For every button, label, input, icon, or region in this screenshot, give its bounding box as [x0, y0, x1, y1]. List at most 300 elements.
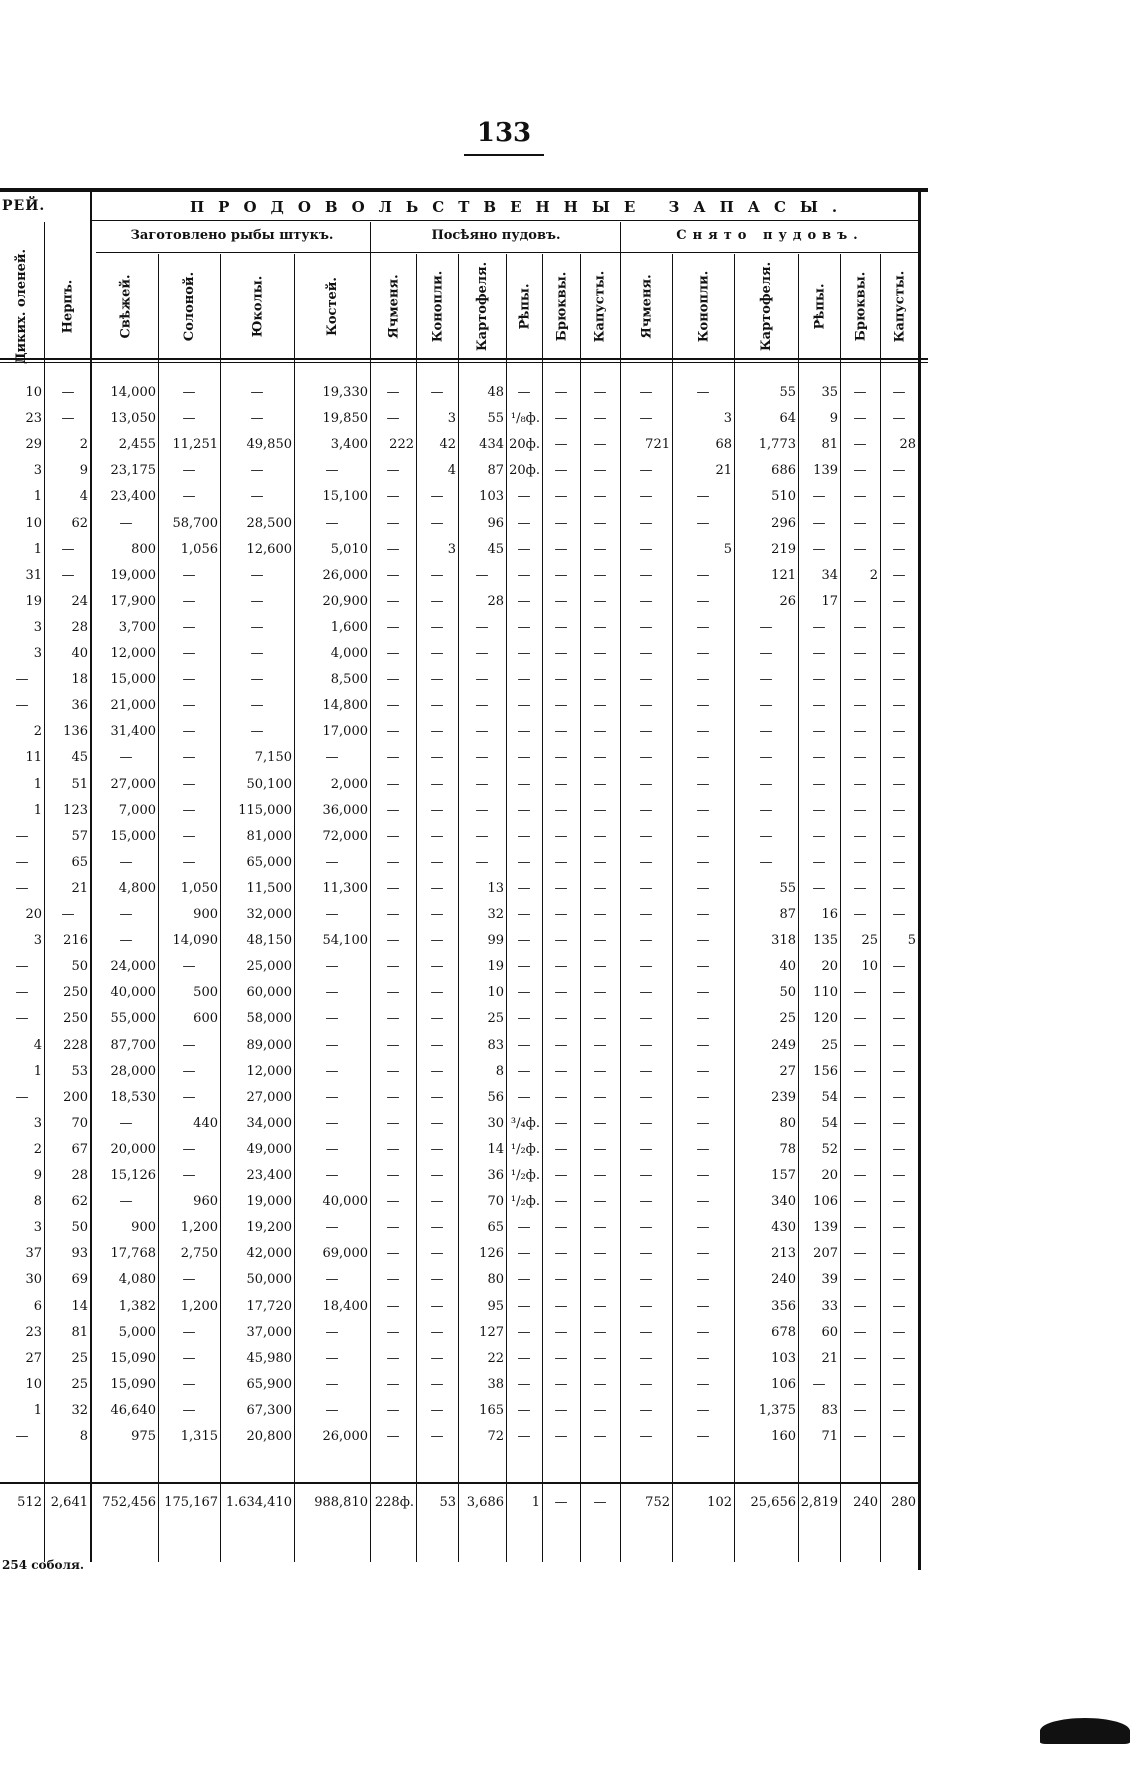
table-cell: — [892, 1298, 906, 1314]
table-cell: 127 [479, 1324, 504, 1340]
table-cell: 27,000 [246, 1089, 292, 1105]
table-cell: 54,100 [322, 933, 368, 949]
table-cell: 175,167 [164, 1495, 218, 1510]
table-cell: — [430, 854, 444, 870]
table-cell: 28 [71, 1168, 88, 1183]
table-cell: 3 [33, 463, 42, 479]
table-cell: — [639, 724, 653, 740]
col-header-kostei: Костей. [324, 276, 340, 336]
table-cell: — [593, 1376, 607, 1392]
table-cell: — [853, 1272, 867, 1288]
table-cell: — [182, 1168, 196, 1183]
table-cell: 23,175 [110, 463, 156, 479]
table-cell: 11,300 [322, 880, 368, 896]
table-cell: 106 [813, 1194, 838, 1210]
table-cell: 4 [33, 1037, 42, 1053]
table-cell: 110 [813, 985, 838, 1001]
table-cell: 62 [71, 1194, 88, 1210]
table-cell: — [386, 1246, 400, 1262]
table-cell: — [892, 724, 906, 740]
table-cell: — [696, 959, 710, 975]
table-cell: — [517, 907, 531, 922]
table-cell: 1,050 [180, 880, 218, 896]
table-cell: 207 [813, 1246, 838, 1262]
table-cell: 752,456 [102, 1495, 156, 1510]
table-cell: 72 [487, 1429, 504, 1444]
table-cell: — [386, 411, 400, 427]
table-cell: — [475, 646, 489, 661]
table-cell: — [554, 567, 568, 583]
subheader-rule [96, 252, 918, 253]
table-cell: — [639, 959, 653, 975]
table-cell: 900 [193, 907, 218, 922]
table-cell: 83 [821, 1402, 838, 1418]
table-cell: 58,700 [172, 515, 218, 531]
table-cell: — [15, 672, 29, 688]
table-cell: 50 [71, 1220, 88, 1236]
table-cell: 240 [771, 1272, 796, 1288]
table-cell: 14 [71, 1298, 88, 1314]
table-cell: 22 [487, 1350, 504, 1366]
table-cell: — [182, 698, 196, 714]
table-cell: — [325, 1220, 339, 1236]
header-bottom-rule-2 [0, 362, 928, 363]
table-cell: — [696, 1194, 710, 1210]
table-cell: — [430, 933, 444, 949]
table-cell: — [759, 750, 773, 766]
table-cell: 20 [821, 959, 838, 975]
table-cell: — [250, 593, 264, 609]
table-cell: — [639, 698, 653, 714]
table-cell: — [593, 437, 607, 453]
table-cell: — [892, 1115, 906, 1131]
table-cell: — [430, 828, 444, 844]
table-cell: — [892, 1089, 906, 1105]
table-cell: — [554, 907, 568, 922]
table-cell: — [853, 1376, 867, 1392]
table-cell: — [182, 1324, 196, 1340]
table-cell: — [430, 802, 444, 818]
table-cell: — [517, 1350, 531, 1366]
table-cell: — [430, 750, 444, 766]
group-heading-sown: Посѣяно пудовъ. [431, 228, 561, 243]
table-cell: — [593, 672, 607, 688]
table-cell: — [639, 567, 653, 583]
table-cell: — [639, 672, 653, 688]
table-cell: 28 [487, 593, 504, 609]
col-rule [458, 254, 459, 1562]
table-cell: — [554, 1141, 568, 1157]
table-cell: — [61, 385, 75, 400]
table-cell: — [593, 1089, 607, 1105]
table-cell: — [853, 463, 867, 479]
table-cell: — [696, 1220, 710, 1236]
table-cell: — [853, 619, 867, 635]
table-cell: — [517, 985, 531, 1001]
header-rule [90, 220, 918, 221]
table-cell: 10 [487, 985, 504, 1001]
table-cell: 250 [63, 985, 88, 1001]
table-cell: 23,400 [110, 489, 156, 505]
table-cell: 3 [33, 646, 42, 661]
table-cell: 65 [487, 1220, 504, 1236]
table-cell: — [554, 385, 568, 400]
table-cell: — [475, 776, 489, 792]
table-cell: 2,641 [50, 1495, 88, 1510]
table-cell: 6 [33, 1298, 42, 1314]
table-cell: — [696, 672, 710, 688]
table-cell: 69,000 [322, 1246, 368, 1262]
table-cell: 1.634,410 [225, 1495, 292, 1510]
table-cell: — [892, 698, 906, 714]
table-cell: 81 [821, 437, 838, 453]
table-cell: — [517, 1246, 531, 1262]
col-rule [580, 254, 581, 1562]
table-cell: — [593, 1402, 607, 1418]
table-cell: — [593, 985, 607, 1001]
table-cell: — [386, 1037, 400, 1053]
table-cell: — [517, 802, 531, 818]
table-cell: — [182, 1063, 196, 1079]
table-cell: 678 [771, 1324, 796, 1340]
table-cell: 45,980 [246, 1350, 292, 1366]
table-cell: 25 [861, 933, 878, 949]
table-cell: 3 [447, 541, 456, 557]
table-cell: ¹/₂ф. [510, 1141, 540, 1157]
table-cell: — [853, 1324, 867, 1340]
table-cell: 17 [821, 593, 838, 609]
table-cell: 53 [71, 1063, 88, 1079]
table-cell: 1,200 [180, 1298, 218, 1314]
table-cell: 36 [487, 1168, 504, 1183]
table-cell: — [593, 959, 607, 975]
table-cell: — [853, 750, 867, 766]
table-cell: 157 [771, 1168, 796, 1183]
table-cell: — [554, 1246, 568, 1262]
col-rule [158, 254, 159, 1562]
table-cell: — [119, 1115, 133, 1131]
table-cell: 1 [33, 1063, 42, 1079]
table-cell: — [554, 515, 568, 531]
table-cell: — [517, 1324, 531, 1340]
table-cell: ¹/₈ф. [510, 411, 540, 427]
table-cell: — [639, 933, 653, 949]
table-cell: 11 [25, 750, 42, 766]
table-cell: — [325, 1089, 339, 1105]
table-cell: — [325, 854, 339, 870]
table-cell: — [892, 567, 906, 583]
table-cell: — [812, 489, 826, 505]
table-cell: — [593, 1350, 607, 1366]
table-cell: — [15, 1011, 29, 1027]
table-cell: 340 [771, 1194, 796, 1210]
table-cell: 28,500 [246, 515, 292, 531]
table-cell: — [696, 880, 710, 896]
table-cell: — [554, 1324, 568, 1340]
table-cell: — [892, 1324, 906, 1340]
col-rule [370, 222, 371, 1562]
table-cell: 37,000 [246, 1324, 292, 1340]
table-cell: — [554, 1194, 568, 1210]
table-cell: — [182, 828, 196, 844]
table-right-border [918, 192, 921, 1570]
table-cell: 49,000 [246, 1141, 292, 1157]
table-cell: 4 [79, 489, 88, 505]
table-cell: — [386, 1402, 400, 1418]
table-cell: — [554, 1350, 568, 1366]
table-cell: 55 [779, 880, 796, 896]
table-cell: — [182, 776, 196, 792]
table-cell: — [639, 828, 653, 844]
table-cell: — [812, 698, 826, 714]
table-cell: — [853, 724, 867, 740]
table-cell: — [892, 750, 906, 766]
table-cell: — [696, 750, 710, 766]
table-cell: — [853, 1063, 867, 1079]
table-cell: — [386, 1089, 400, 1105]
table-cell: 87 [487, 463, 504, 479]
table-cell: 8,500 [330, 672, 368, 688]
table-cell: 78 [779, 1141, 796, 1157]
table-cell: 12,000 [246, 1063, 292, 1079]
table-cell: — [325, 1037, 339, 1053]
table-cell: 1,375 [758, 1402, 796, 1418]
table-cell: 8 [495, 1063, 504, 1079]
table-cell: — [182, 646, 196, 661]
table-cell: — [250, 463, 264, 479]
table-cell: 20ф. [509, 437, 540, 453]
table-cell: 25,000 [246, 959, 292, 975]
table-cell: 19,850 [322, 411, 368, 427]
table-cell: — [593, 1298, 607, 1314]
table-cell: — [475, 698, 489, 714]
table-cell: — [639, 1037, 653, 1053]
col-rule [880, 254, 881, 1562]
table-cell: 56 [487, 1089, 504, 1105]
table-cell: — [15, 854, 29, 870]
table-cell: 28 [71, 619, 88, 635]
table-cell: — [554, 489, 568, 505]
table-cell: 2 [33, 724, 42, 740]
table-cell: — [475, 854, 489, 870]
table-cell: — [386, 1272, 400, 1288]
table-cell: 228ф. [374, 1495, 414, 1510]
table-cell: 510 [771, 489, 796, 505]
table-cell: — [892, 646, 906, 661]
table-cell: 28 [899, 437, 916, 453]
table-cell: — [250, 698, 264, 714]
section-title: ПРОДОВОЛЬСТВЕННЫЕ ЗАПАСЫ. [190, 198, 852, 216]
table-cell: 139 [813, 1220, 838, 1236]
col-header-salted: Солоной. [182, 271, 198, 341]
table-cell: 36,000 [322, 802, 368, 818]
table-cell: 102 [707, 1495, 732, 1510]
table-cell: 500 [193, 985, 218, 1001]
table-cell: — [593, 463, 607, 479]
table-cell: — [250, 619, 264, 635]
table-cell: — [430, 646, 444, 661]
table-cell: — [250, 411, 264, 427]
table-cell: — [892, 828, 906, 844]
table-cell: — [250, 385, 264, 400]
table-cell: 2 [33, 1141, 42, 1157]
table-cell: — [386, 907, 400, 922]
table-cell: 93 [71, 1246, 88, 1262]
table-cell: — [517, 593, 531, 609]
table-cell: 103 [771, 1350, 796, 1366]
col-header-yukola: Юколы. [250, 275, 266, 337]
table-cell: — [325, 1324, 339, 1340]
table-cell: — [554, 593, 568, 609]
table-cell: — [639, 854, 653, 870]
table-cell: 1 [33, 776, 42, 792]
table-cell: — [430, 1429, 444, 1444]
table-cell: — [892, 985, 906, 1001]
table-cell: 34 [821, 567, 838, 583]
table-cell: — [430, 567, 444, 583]
table-cell: — [639, 880, 653, 896]
table-cell: 21 [715, 463, 732, 479]
table-cell: — [696, 776, 710, 792]
table-cell: — [554, 985, 568, 1001]
col-header-sown-potato: Картофеля. [475, 261, 491, 351]
table-cell: — [892, 385, 906, 400]
table-cell: 3 [33, 1220, 42, 1236]
table-cell: — [696, 1324, 710, 1340]
table-cell: — [517, 489, 531, 505]
table-cell: — [696, 1141, 710, 1157]
table-cell: — [853, 411, 867, 427]
table-cell: 9 [79, 463, 88, 479]
table-cell: — [386, 802, 400, 818]
table-cell: 62 [71, 515, 88, 531]
table-cell: — [696, 854, 710, 870]
col-rule [798, 254, 799, 1562]
table-cell: — [639, 1324, 653, 1340]
table-cell: 53 [439, 1495, 456, 1510]
table-cell: 55,000 [110, 1011, 156, 1027]
table-cell: — [182, 1376, 196, 1392]
table-cell: — [696, 1246, 710, 1262]
col-rule [542, 254, 543, 1562]
table-cell: 15,090 [110, 1376, 156, 1392]
table-cell: — [853, 1115, 867, 1131]
table-cell: — [696, 385, 710, 400]
table-cell: — [593, 1429, 607, 1444]
table-cell: 2,819 [800, 1495, 838, 1510]
table-cell: — [517, 1402, 531, 1418]
table-cell: 3,400 [330, 437, 368, 453]
table-cell: — [475, 619, 489, 635]
table-cell: — [430, 489, 444, 505]
table-cell: — [325, 1350, 339, 1366]
table-cell: — [325, 1376, 339, 1392]
table-cell: 318 [771, 933, 796, 949]
table-cell: — [554, 672, 568, 688]
table-cell: 139 [813, 463, 838, 479]
table-cell: — [386, 1115, 400, 1131]
col-rule [220, 254, 221, 1562]
table-cell: 48 [487, 385, 504, 400]
table-cell: — [517, 1272, 531, 1288]
table-cell: 18,530 [110, 1089, 156, 1105]
table-cell: — [593, 776, 607, 792]
table-cell: — [853, 672, 867, 688]
table-cell: — [325, 1272, 339, 1288]
table-cell: — [696, 724, 710, 740]
table-cell: — [853, 802, 867, 818]
table-cell: — [593, 880, 607, 896]
table-cell: — [593, 907, 607, 922]
table-cell: — [892, 1141, 906, 1157]
col-rule [90, 190, 92, 1562]
table-cell: — [696, 907, 710, 922]
table-cell: 1,200 [180, 1220, 218, 1236]
table-cell: 430 [771, 1220, 796, 1236]
table-cell: — [386, 776, 400, 792]
table-cell: 40 [71, 646, 88, 661]
table-cell: — [853, 854, 867, 870]
table-cell: — [554, 1220, 568, 1236]
table-cell: — [892, 1246, 906, 1262]
table-cell: 55 [487, 411, 504, 427]
table-cell: 19,000 [110, 567, 156, 583]
table-cell: — [325, 1011, 339, 1027]
group-heading-harvest: Снято пудовъ. [676, 228, 864, 243]
table-cell: — [759, 646, 773, 661]
table-cell: 11,251 [172, 437, 218, 453]
col-rule [734, 254, 735, 1562]
table-cell: — [554, 828, 568, 844]
table-cell: — [430, 1037, 444, 1053]
col-header-deer: Диких. оленей. [14, 248, 30, 364]
table-cell: — [593, 619, 607, 635]
table-cell: — [696, 515, 710, 531]
table-cell: — [853, 1141, 867, 1157]
table-cell: — [430, 1324, 444, 1340]
table-cell: — [250, 567, 264, 583]
table-cell: 5 [907, 933, 916, 949]
table-cell: 42,000 [246, 1246, 292, 1262]
table-cell: 120 [813, 1011, 838, 1027]
table-cell: 54 [821, 1115, 838, 1131]
table-cell: — [759, 828, 773, 844]
table-cell: — [430, 1246, 444, 1262]
table-cell: — [554, 750, 568, 766]
table-cell: — [892, 1220, 906, 1236]
table-cell: — [812, 619, 826, 635]
table-cell: — [430, 776, 444, 792]
table-cell: — [517, 385, 531, 400]
table-cell: 19,200 [246, 1220, 292, 1236]
table-cell: 14 [487, 1141, 504, 1157]
table-cell: 80 [779, 1115, 796, 1131]
table-cell: 752 [645, 1495, 670, 1510]
table-cell: — [639, 776, 653, 792]
table-cell: 25 [487, 1011, 504, 1027]
left-section-heading: РЕЙ. [2, 198, 46, 214]
table-cell: 1 [33, 802, 42, 818]
table-cell: 35 [821, 385, 838, 400]
table-cell: — [554, 802, 568, 818]
table-cell: 20 [25, 907, 42, 922]
table-cell: 20,900 [322, 593, 368, 609]
table-cell: — [696, 1272, 710, 1288]
table-cell: — [517, 854, 531, 870]
table-cell: 121 [771, 567, 796, 583]
table-cell: — [554, 1429, 568, 1444]
table-cell: 99 [487, 933, 504, 949]
